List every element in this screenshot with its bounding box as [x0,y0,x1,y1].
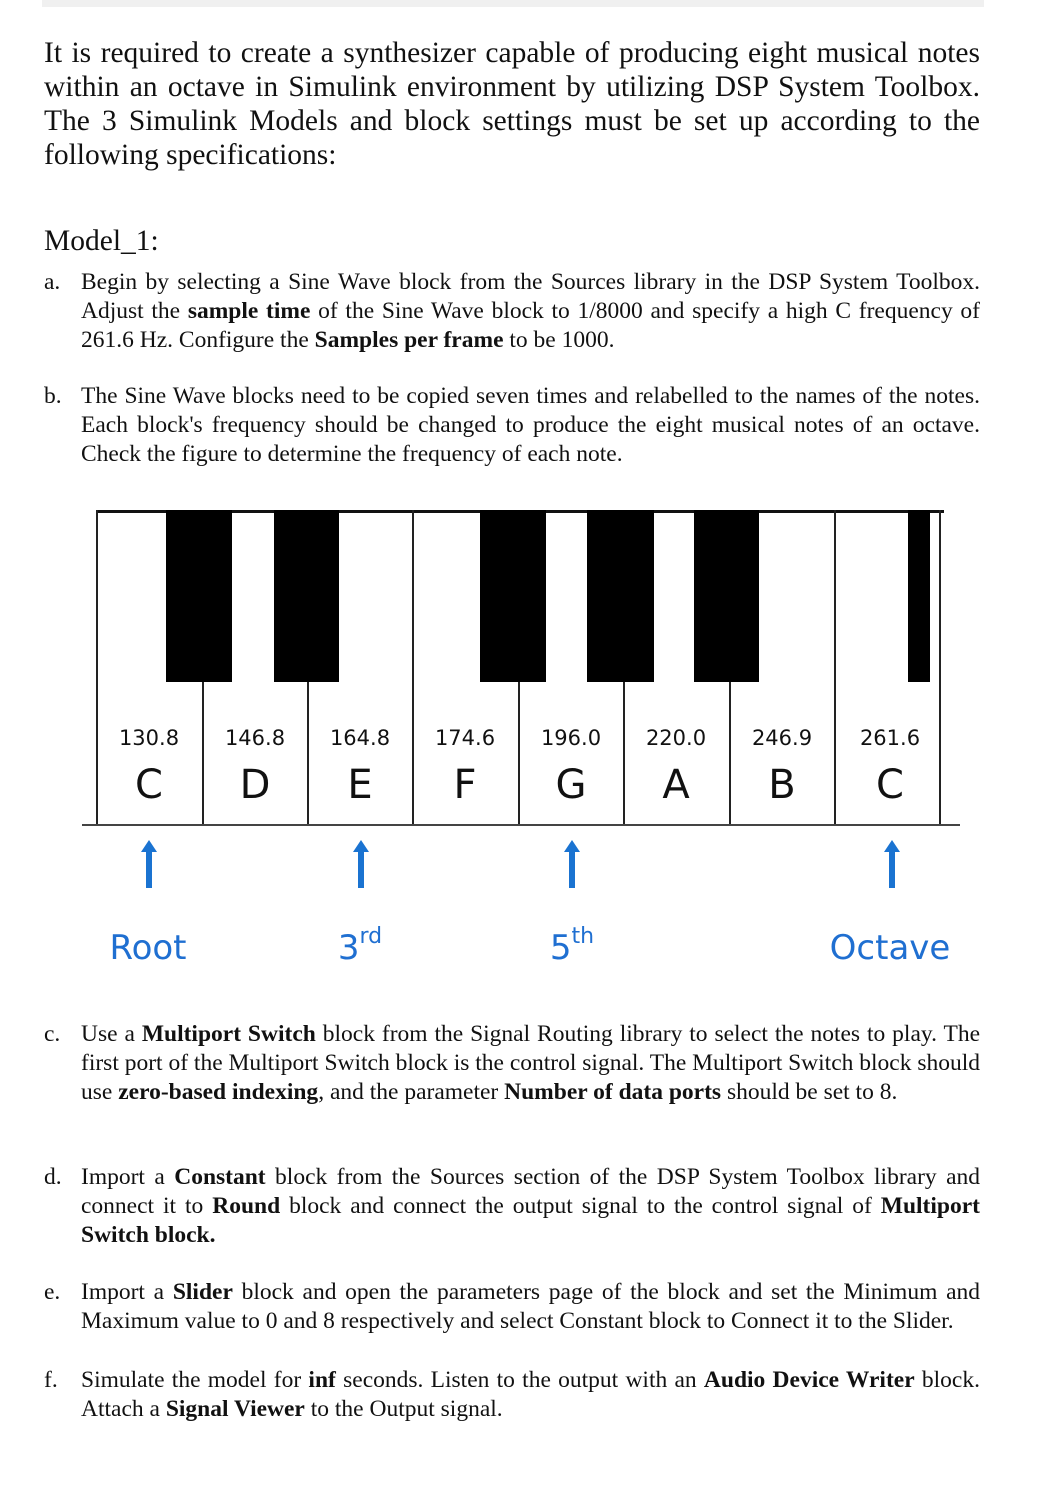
top-rule [42,0,984,7]
item-text: Simulate the model for inf seconds. Listen to the output with an Audio Device Writer block. Attach a Signal Viewer to the Output signal. [81,1367,980,1422]
item-text: Use a Multiport Switch block from the Signal Routing library to select the notes to play. The first port of the Multiport Switch block is the control signal. The Multiport Switch block should use zero-based indexing, and the parameter Number of data ports should be set to 8. [81,1021,981,1105]
frequency-label: 196.0 [540,726,602,750]
item-d [44,1163,980,1250]
keyboard-bottom-edge [82,824,960,826]
note-label: C [135,762,163,808]
item-f [44,1366,980,1424]
item-text: Import a Constant block from the Sources section of the DSP System Toolbox library and connect it to Round block and connect the output signal to the control signal of Multiport Switch block. [81,1164,980,1248]
item-label: d. [44,1164,62,1190]
black-key [166,510,232,682]
model-title: Model_1: [44,225,159,257]
frequency-label: 164.8 [329,726,391,750]
frequency-label: 146.8 [224,726,286,750]
item-a [44,268,980,355]
frequency-label: 174.6 [434,726,496,750]
item-text: Begin by selecting a Sine Wave block from the Sources library in the DSP System Toolbox. Adjust the sample time of the Sine Wave block to 1/8000 and specify a high C frequency of 261.6 Hz. Configure the Samples per frame to be 1000. [81,269,980,353]
frequency-label: 261.6 [859,726,921,750]
piano-keyboard-figure [82,510,962,1000]
black-key [694,510,759,682]
black-key [480,510,546,682]
note-label: D [239,762,271,808]
interval-label-third: 3rd [337,924,383,968]
interval-label-root: Root [109,928,187,968]
note-label: F [453,762,477,808]
up-arrow-icon [884,840,900,888]
note-label: A [662,762,690,808]
black-key [908,510,930,682]
item-label: b. [44,383,62,409]
item-b [44,382,980,469]
item-label: c. [44,1021,61,1047]
note-label: G [555,762,587,808]
black-key [274,510,339,682]
intro-paragraph: It is required to create a synthesizer capable of producing eight musical notes within an octave in Simulink environment by utilizing DSP System Toolbox. The 3 Simulink Models and block settings must be set up according to the following specifications: [44,37,980,171]
item-text: The Sine Wave blocks need to be copied seven times and relabelled to the names of the notes. Each block's frequency should be changed to produce the eight musical notes of an octave. Check the figure to determine the frequency of each note. [81,383,980,467]
frequency-label: 220.0 [645,726,707,750]
note-label: B [768,762,796,808]
item-label: e. [44,1279,61,1305]
note-label: C [876,762,904,808]
item-text: Import a Slider block and open the parameters page of the block and set the Minimum and Maximum value to 0 and 8 respectively and select Constant block to Connect it to the Slider. [81,1279,981,1334]
item-c [44,1020,980,1107]
interval-label-fifth: 5th [549,924,595,968]
black-key [587,510,654,682]
frequency-label: 130.8 [118,726,180,750]
item-e [44,1278,980,1336]
up-arrow-icon [564,840,580,888]
item-label: f. [44,1367,58,1393]
up-arrow-icon [141,840,157,888]
note-label: E [347,762,373,808]
interval-label-octave: Octave [829,928,951,968]
item-label: a. [44,269,61,295]
frequency-label: 246.9 [751,726,813,750]
up-arrow-icon [353,840,369,888]
